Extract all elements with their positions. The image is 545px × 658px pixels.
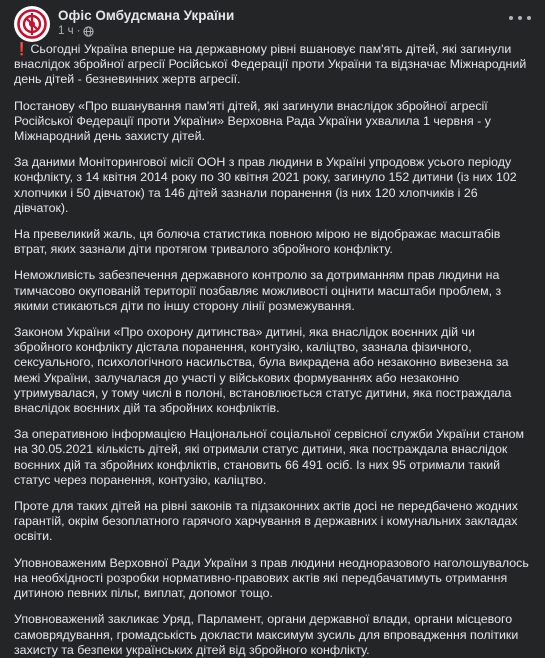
- post-paragraph: Постанову «Про вшанування пам'яті дітей, які загинули внаслідок збройної агресії Російської Федерації проти України» Верховна Рада України ухвалила 1 червня - у Міжнародний день захисту дітей.: [14, 98, 491, 144]
- post-paragraph: Законом України «Про охорону дитинства» дитині, яка внаслідок воєнних дій чи збройного конфлікту дістала поранення, контузію, каліцтво, зазнала фізичного, сексуального, психологічного насильства, була викрадена або незаконно вивезена за межі України, залучалася до участі у військових формуваннях або незаконно утримувалася, у тому числі в полоні, встановлюється статус дитини, яка постраждала внаслідок воєнних дій та збройних конфліктів.: [14, 325, 512, 416]
- post-time[interactable]: 1 ч: [58, 25, 74, 37]
- globe-icon[interactable]: [83, 26, 94, 37]
- post-paragraph: За оперативною інформацією Національної соціальної сервісної служби України станом на 30.05.2021 кількість дітей, які отримали статус дитини, яка постраждала внаслідок воєнних дій та збройних конфліктів, становить 66 491 осіб. Із них 95 отримали такий статус через поранення, контузію, каліцтво.: [14, 427, 525, 487]
- post-paragraph: За даними Моніторингової місії ООН з прав людини в Україні упродовж усього періоду конфлікту, з 14 квітня 2014 року по 30 квітня 2021 року, загинуло 152 дитини (із них 102 хлопчики і 50 дівчаток) та 146 дітей зазнали поранення (із них 120 хлопчиків і 26 дівчаток).: [14, 155, 517, 215]
- ombudsman-logo-icon: [17, 9, 47, 39]
- red-exclamation-icon: ❗: [14, 42, 30, 56]
- meta-separator: ·: [76, 25, 81, 37]
- post-meta: [58, 24, 234, 39]
- more-dots-icon: [509, 16, 531, 20]
- post-paragraph: Уповноважений закликає Уряд, Парламент, органи державної влади, органи місцевого самоврядування, громадськість докласти максимум зусиль для впровадження політики захисту та безпеки українських дітей від збройного конфлікту.: [14, 612, 519, 657]
- page-name-link[interactable]: Офіс Омбудсмана України: [58, 8, 235, 23]
- post-header: [0, 0, 545, 42]
- post-paragraph: ❗Сьогодні Україна вперше на державному рівні вшановує пам'ять дітей, які загинули внаслідок збройної агресії Російської Федерації проти України та відзначає Міжнародний день дітей - безневинних жертв агресії.: [14, 42, 527, 87]
- post-paragraph: Неможливість забезпечення державного контролю за дотриманням прав людини на тимчасово окупованій території позбавляє можливості оцінити масштаби проблем, з якими стикаються діти по іншу сторону лінії розмежування.: [14, 268, 502, 313]
- post-paragraph: Проте для таких дітей на рівні законів та підзаконних актів досі не передбачено жодних гарантій, окрім безоплатного гарячого харчування в державних і комунальних закладах освіти.: [14, 499, 518, 544]
- post-paragraph: На превеликий жаль, ця болюча статистика повною мірою не відображає масштабів втрат, яких зазнали діти протягом тривалого збройного конфлікту.: [14, 227, 501, 257]
- page-avatar[interactable]: [14, 6, 50, 42]
- post-paragraph: Уповноваженим Верховної Ради України з прав людини неодноразового наголошувалось на необхідності розробки нормативно-правових актів які передбачатимуть отримання дитиною певних пільг, виплат, допомог тощо.: [14, 555, 529, 601]
- post-body: [0, 42, 545, 658]
- more-options-button[interactable]: [509, 10, 531, 26]
